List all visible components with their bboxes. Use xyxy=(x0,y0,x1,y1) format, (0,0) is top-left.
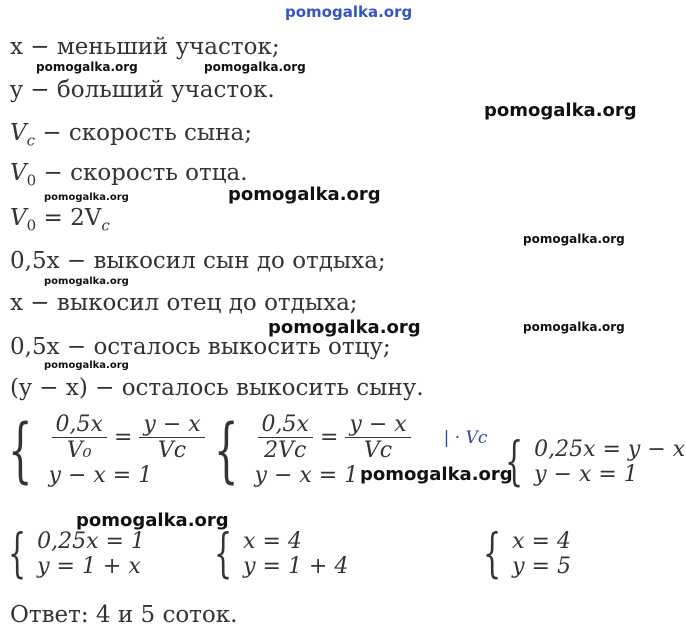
watermark: pomogalka.org xyxy=(204,60,306,74)
brace: { xyxy=(214,409,239,491)
line-son-remaining: (y − x) − осталось выкосить сыну. xyxy=(10,375,424,401)
watermark: pomogalka.org xyxy=(268,317,421,338)
line-speed-relation: $V_0 = 2V_c$ xyxy=(10,205,110,235)
watermark: pomogalka.org xyxy=(36,60,138,74)
line-father-mowed: x − выкосил отец до отдыха; xyxy=(10,290,358,316)
equation-system-2: { $\frac{0,5x}{2Vc}$ = $\frac{y - x}{Vc}$ | · Vc y − x = 1 xyxy=(214,409,488,491)
line-son-speed: $V_c$ − скорость сына; xyxy=(10,120,253,150)
watermark: pomogalka.org xyxy=(44,192,129,203)
equation-system-1: { $\frac{0,5x}{\text{V₀}}$ = $\frac{y - x}{Vc}$ y − x = 1 xyxy=(8,412,208,488)
line-smaller-plot: x − меньший участок; xyxy=(10,34,280,60)
answer: Ответ: 4 и 5 соток. xyxy=(10,602,238,628)
equation-system-4: { 0,25x = 1 y = 1 + x xyxy=(8,524,145,584)
watermark: pomogalka.org xyxy=(44,360,129,371)
brace: { xyxy=(214,524,233,584)
watermark: pomogalka.org xyxy=(76,510,229,531)
watermark: pomogalka.org xyxy=(523,232,625,246)
watermark: pomogalka.org xyxy=(484,100,637,121)
equation-system-3: { 0,25x = y − x y − x = 1 xyxy=(505,432,686,492)
line-son-mowed: 0,5x − выкосил сын до отдыха; xyxy=(10,248,386,274)
line-father-speed: $V_0$ − скорость отца. xyxy=(10,160,248,190)
equation-system-6: { x = 4 y = 5 xyxy=(483,524,571,584)
watermark: pomogalka.org xyxy=(360,464,513,485)
watermark: pomogalka.org xyxy=(228,184,381,205)
equation-system-5: { x = 4 y = 1 + 4 xyxy=(214,524,349,584)
line-larger-plot: y − больший участок. xyxy=(10,77,275,103)
brace: { xyxy=(505,432,524,492)
brace: { xyxy=(8,524,27,584)
brace: { xyxy=(8,409,33,491)
brace: { xyxy=(483,524,502,584)
line-father-remaining: 0,5x − осталось выкосить отцу; xyxy=(10,334,391,360)
watermark-top: pomogalka.org xyxy=(285,3,413,21)
watermark: pomogalka.org xyxy=(523,320,625,334)
watermark: pomogalka.org xyxy=(44,276,129,287)
